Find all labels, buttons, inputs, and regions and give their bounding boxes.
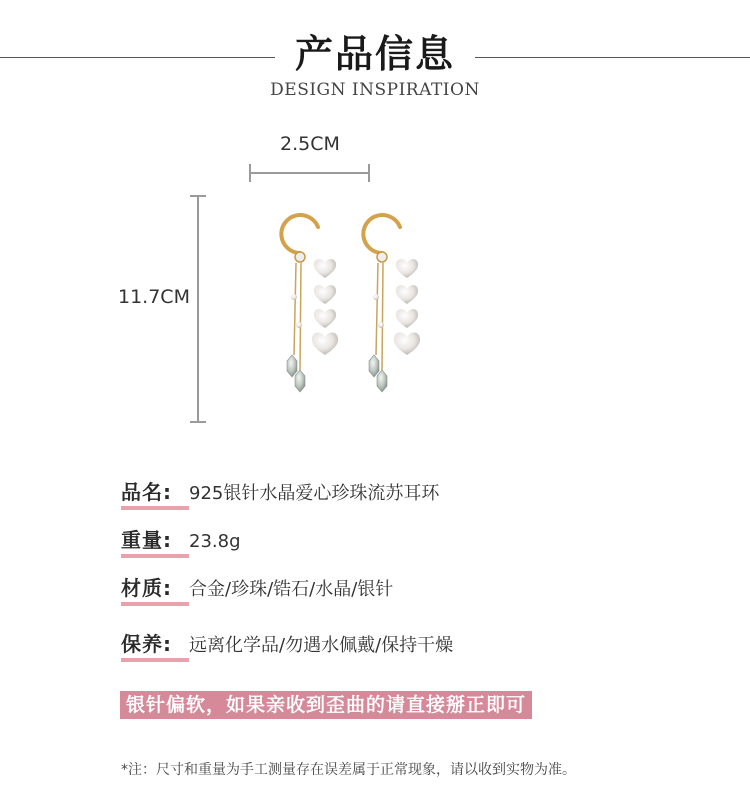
spec-value: 远离化学品/勿遇水佩戴/保持干燥 [189, 635, 454, 656]
spec-row-name [121, 476, 439, 510]
height-dimension-tick-top [190, 195, 206, 197]
spec-row-weight [121, 524, 241, 558]
width-dimension-label: 2.5CM [280, 133, 340, 155]
footnote: *注：尺寸和重量为手工测量存在误差属于正常现象，请以收到实物为准。 [121, 762, 576, 778]
height-dimension-label: 11.7CM [118, 286, 190, 308]
spec-value: 合金/珍珠/锆石/水晶/银针 [189, 579, 394, 600]
page-title [0, 30, 750, 78]
spec-key: 重量: [121, 524, 189, 558]
spec-key: 保养: [121, 628, 189, 662]
page-title-text: 产品信息 [279, 32, 471, 76]
notice-banner: 银针偏软，如果亲收到歪曲的请直接掰正即可 [120, 691, 532, 719]
spec-value: 23.8g [189, 531, 241, 552]
height-dimension-tick-bottom [190, 421, 206, 423]
earrings-image [270, 205, 450, 415]
right-earring [363, 215, 420, 392]
spec-key: 材质: [121, 572, 189, 606]
height-dimension-line [197, 196, 199, 422]
left-earring [281, 215, 338, 392]
spec-row-care [121, 628, 453, 662]
width-dimension-line [250, 172, 369, 174]
width-dimension-tick-left [249, 164, 251, 182]
width-dimension-tick-right [368, 164, 370, 182]
spec-value: 925银针水晶爱心珍珠流苏耳环 [189, 483, 440, 504]
page-subtitle: DESIGN INSPIRATION [270, 80, 480, 100]
spec-key: 品名: [121, 476, 189, 510]
spec-row-material [121, 572, 393, 606]
